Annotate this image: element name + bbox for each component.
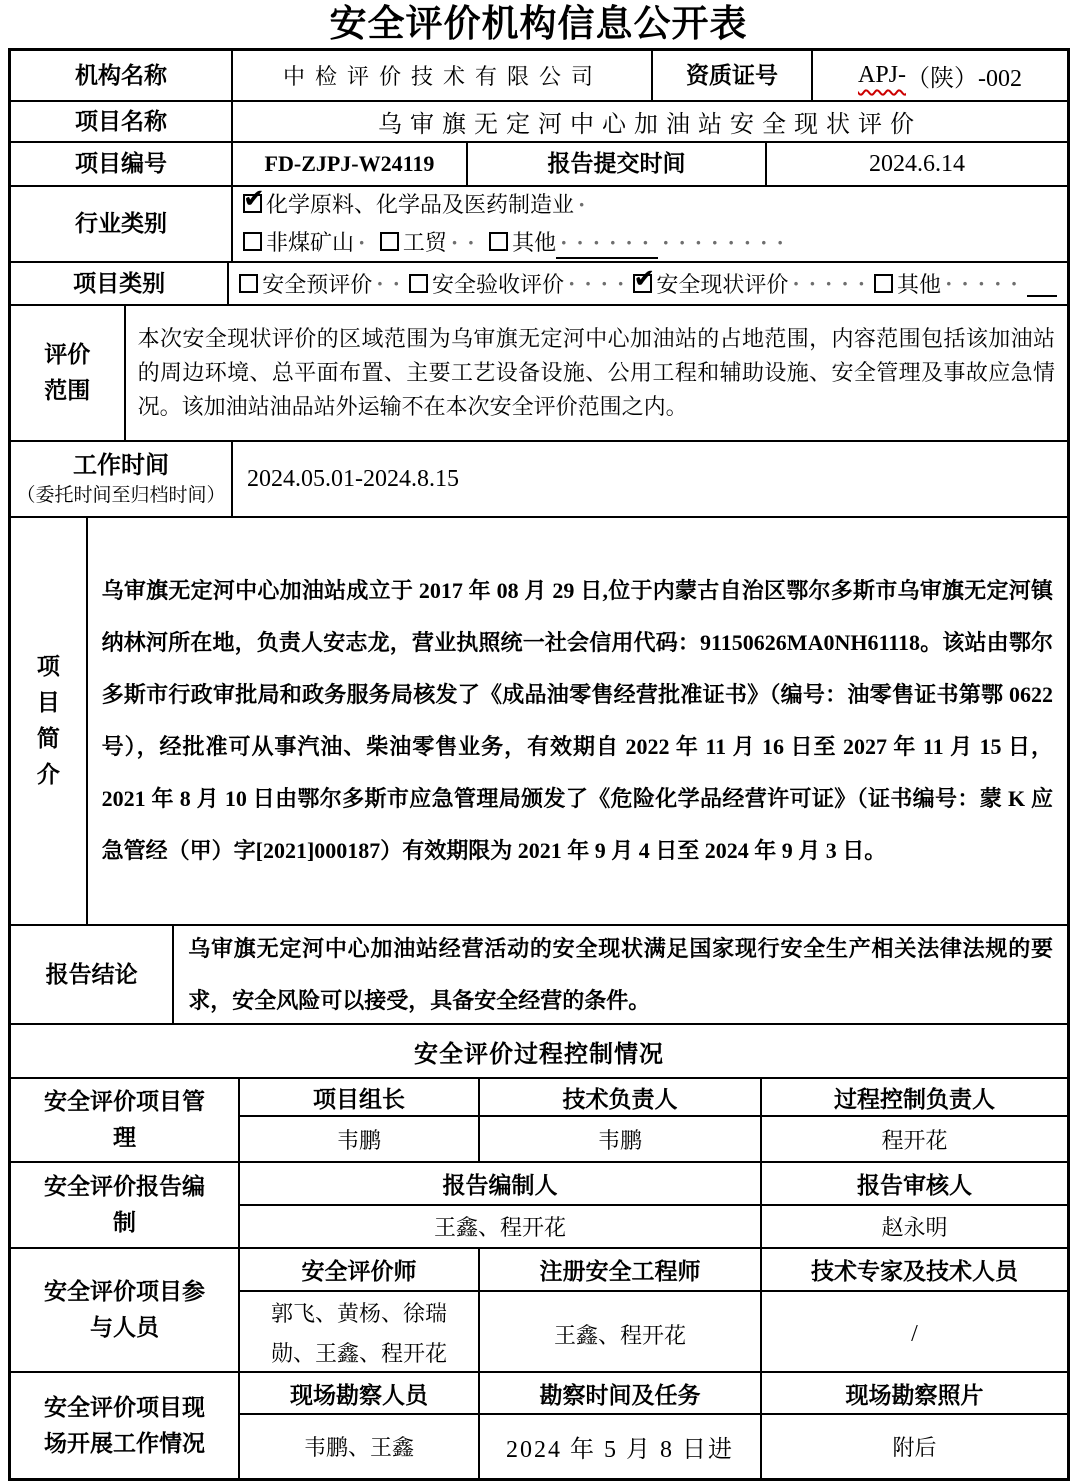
cert-no-wavy-part: APJ- <box>857 62 906 88</box>
project-no-value: FD-ZJPJ-W24119 <box>233 143 468 185</box>
type-option-other: 其他 <box>897 272 942 297</box>
worktime-value: 2024.05.01-2024.8.15 <box>247 465 459 492</box>
row-project-name <box>11 102 1067 143</box>
space-dots: · <box>358 230 375 255</box>
participants-header-assessor: 安全评价师 <box>240 1249 480 1290</box>
space-dots: · <box>578 192 595 217</box>
project-type-label: 项目类别 <box>11 263 229 304</box>
project-type-options <box>229 263 1067 304</box>
site-value-time-task: 2024 年 5 月 8 日进 <box>480 1415 762 1478</box>
management-value-tech: 韦鹏 <box>480 1117 762 1161</box>
submit-time-label: 报告提交时间 <box>468 143 767 185</box>
row-org <box>11 51 1067 102</box>
intro-text: 乌审旗无定河中心加油站成立于 2017 年 08 月 29 日,位于内蒙古自治区鄂尔多斯市乌审旗无定河镇纳林河所在地，负责人安志龙，营业执照统一社会信用代码：91150626MA0NH61118。该站由鄂尔多斯市行政审批局和政务服务局核发了《成品油零售经营批准证书》（编号：油零售证书第鄂 0622 号），经批准可从事汽油、柴油零售业务，有效期自 2022 年 11 月 16 日至 2027 年 11 月 15 日，2021 年 8 月 10 日由鄂尔多斯市应急管理局颁发了《危险化学品经营许可证》（证书编号：蒙 K 应急管经（甲）字[2021]000187）有效期限为 2021 年 9 月 4 日至 2024 年 9 月 3 日。 <box>101 578 1053 863</box>
conclusion-label: 报告结论 <box>11 926 174 1023</box>
checkbox-unchecked-icon[interactable] <box>380 232 399 251</box>
checkbox-unchecked-icon[interactable] <box>874 274 893 293</box>
row-compilation <box>11 1163 1067 1249</box>
process-section-title: 安全评价过程控制情况 <box>414 1041 664 1068</box>
space-dots: ·· <box>450 230 484 255</box>
worktime-label: 工作时间 <box>72 453 169 479</box>
row-management <box>11 1079 1067 1163</box>
info-table <box>8 48 1070 1481</box>
participants-header-engineer: 注册安全工程师 <box>480 1249 762 1290</box>
project-no-label: 项目编号 <box>11 143 233 185</box>
participants-header-expert: 技术专家及技术人员 <box>811 1259 1018 1284</box>
type-option-status: 安全现状评价 <box>656 272 789 297</box>
type-option-acceptance: 安全验收评价 <box>431 272 564 297</box>
site-work-label: 安全评价项目现场开展工作情况 <box>11 1373 240 1478</box>
industry-label: 行业类别 <box>11 187 233 261</box>
cert-no-label: 资质证号 <box>653 51 813 100</box>
submit-time-value: 2024.6.14 <box>869 150 965 177</box>
management-header-process: 过程控制负责人 <box>834 1086 995 1112</box>
intro-value <box>88 518 1067 924</box>
project-name-value: 乌审旗无定河中心加油站安全现状评价 <box>378 112 922 138</box>
page-title: 安全评价机构信息公开表 <box>329 4 748 45</box>
scope-value <box>126 306 1067 440</box>
industry-option-trade: 工贸 <box>402 230 447 255</box>
row-conclusion <box>11 926 1067 1025</box>
site-value-photos: 附后 <box>892 1435 937 1460</box>
cert-no-value <box>813 51 1067 100</box>
project-name-label: 项目名称 <box>11 102 233 141</box>
checkbox-checked-icon[interactable] <box>243 194 262 213</box>
participants-value-expert: / <box>911 1320 918 1347</box>
row-project-number <box>11 143 1067 187</box>
checkbox-unchecked-icon[interactable] <box>239 274 258 293</box>
participants-label: 安全评价项目参与人员 <box>11 1249 240 1371</box>
intro-label: 项目简介 <box>11 518 88 924</box>
scope-label: 评价范围 <box>11 306 126 440</box>
compilation-header-author: 报告编制人 <box>240 1163 762 1204</box>
row-scope <box>11 306 1067 442</box>
management-value-leader: 韦鹏 <box>240 1117 480 1161</box>
compilation-value-author: 王鑫、程开花 <box>240 1206 762 1247</box>
participants-value-assessor: 郭飞、黄杨、徐瑞勋、王鑫、程开花 <box>240 1292 480 1376</box>
management-header-leader: 项目组长 <box>240 1079 480 1115</box>
scope-text: 本次安全现状评价的区域范围为乌审旗无定河中心加油站的占地范围，内容范围包括该加油站的周边环境、总平面布置、主要工艺设备设施、公用工程和辅助设施、安全管理及事故应急情况。该加油站油品站外运输不在本次安全评价范围之内。 <box>137 326 1055 419</box>
management-value-process: 程开花 <box>881 1127 948 1153</box>
type-option-pre: 安全预评价 <box>262 272 373 297</box>
compilation-value-reviewer: 赵永明 <box>881 1215 948 1240</box>
checkbox-unchecked-icon[interactable] <box>243 232 262 251</box>
management-header-tech: 技术负责人 <box>480 1079 762 1115</box>
row-site-work <box>11 1373 1067 1478</box>
checkbox-unchecked-icon[interactable] <box>409 274 428 293</box>
org-name-value: 中检评价技术有限公司 <box>233 51 653 100</box>
space-dots: ········ <box>662 230 793 255</box>
site-value-surveyors: 韦鹏、王鑫 <box>240 1415 480 1478</box>
other-blank-underline: ······ <box>556 230 658 259</box>
checkbox-checked-icon[interactable] <box>633 274 652 293</box>
industry-option-nonc-coal-mine: 非煤矿山 <box>266 230 355 255</box>
site-header-photos: 现场勘察照片 <box>845 1382 984 1408</box>
row-project-type <box>11 263 1067 306</box>
row-worktime <box>11 442 1067 518</box>
worktime-sublabel: （委托时间至归档时间） <box>16 485 226 506</box>
industry-option-other: 其他 <box>512 230 557 255</box>
org-name-label: 机构名称 <box>11 51 233 100</box>
compilation-label: 安全评价报告编制 <box>11 1163 240 1247</box>
compilation-header-reviewer: 报告审核人 <box>857 1173 972 1198</box>
row-participants <box>11 1249 1067 1373</box>
management-label: 安全评价项目管理 <box>11 1079 240 1161</box>
space-dots: ·· <box>376 270 409 296</box>
participants-value-engineer: 王鑫、程开花 <box>480 1292 762 1376</box>
industry-options <box>233 187 1067 261</box>
conclusion-value <box>174 926 1067 1023</box>
space-dots: ····· <box>945 270 1027 296</box>
conclusion-text: 乌审旗无定河中心加油站经营活动的安全现状满足国家现行安全生产相关法律法规的要求，安全风险可以接受，具备安全经营的条件。 <box>188 935 1053 1013</box>
industry-option-chemical: 化学原料、化学品及医药制造业 <box>266 192 575 217</box>
cert-no-rest-part: （陕）-002 <box>906 66 1022 92</box>
space-dots: ····· <box>792 270 875 296</box>
site-header-time-task: 勘察时间及任务 <box>480 1373 762 1413</box>
checkbox-unchecked-icon[interactable] <box>489 232 508 251</box>
worktime-label-cell <box>11 442 233 516</box>
row-intro <box>11 518 1067 926</box>
blank-underline <box>1027 271 1057 297</box>
space-dots: ···· <box>567 270 634 296</box>
site-header-surveyors: 现场勘察人员 <box>240 1373 480 1413</box>
row-process-section-header <box>11 1025 1067 1079</box>
row-industry <box>11 187 1067 263</box>
